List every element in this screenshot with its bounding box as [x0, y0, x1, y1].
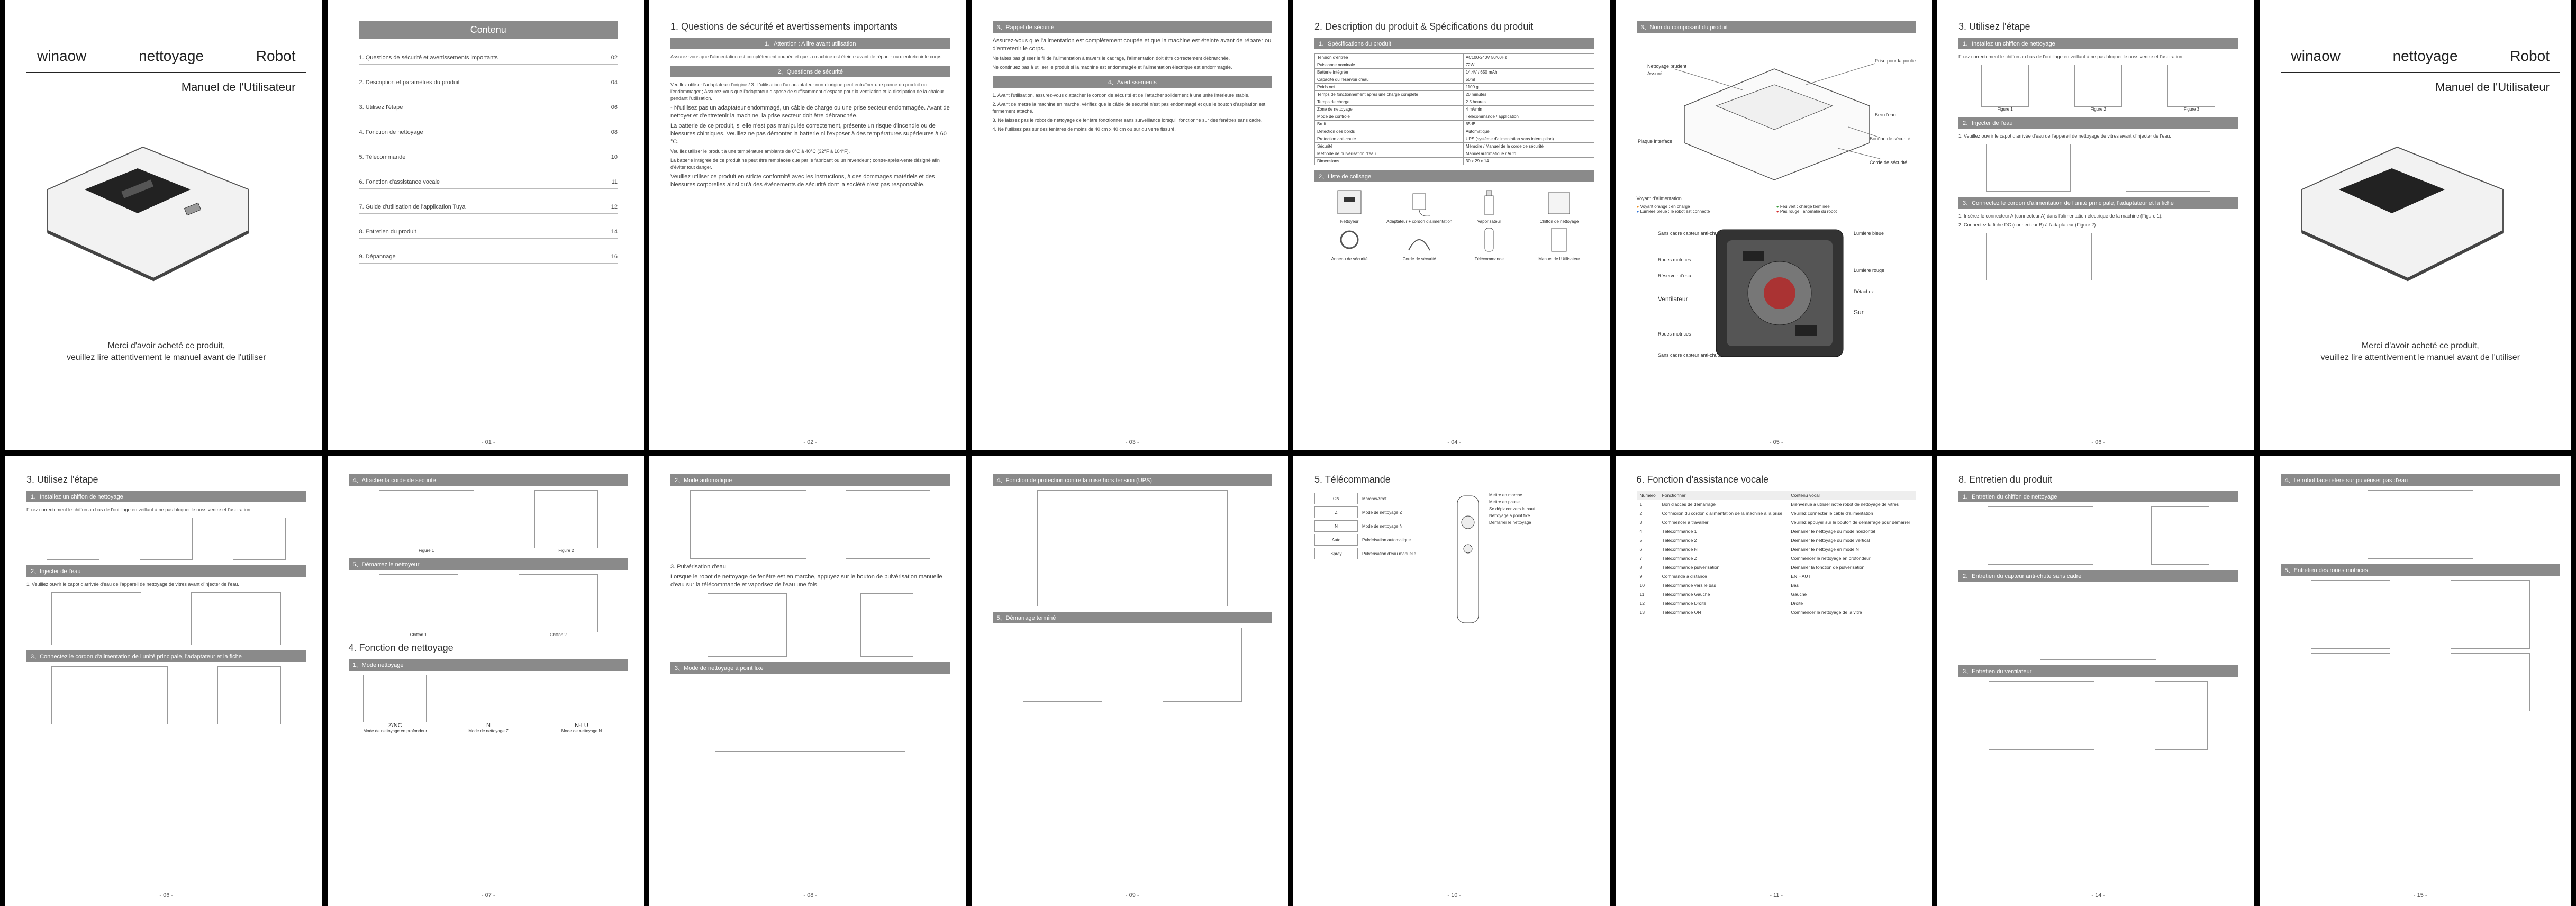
toc-item[interactable]: 4. Fonction de nettoyage 08 [359, 126, 618, 139]
figure [1986, 144, 2071, 192]
cover-brand [26, 48, 306, 65]
table-row: 4 Télécommande 1 Démarrer le nettoyage du mode horizontal [1637, 527, 1916, 536]
section-heading: 4、Fonction de protection contre la mise hors tension (UPS) [993, 474, 1273, 486]
figure-row [1958, 681, 2238, 750]
figure: Chiffon 2 [519, 574, 598, 637]
robot-illustration [2281, 126, 2514, 285]
figure [715, 678, 905, 752]
page-divider [0, 0, 5, 906]
legend-title: Voyant d'alimentation [1636, 196, 1682, 201]
figure [1988, 506, 2093, 565]
remote-key-row: ON Marche/Arrêt [1314, 493, 1447, 504]
legend-item: ● Pas rouge : anomalie du robot [1776, 209, 1837, 214]
robot-bottom-diagram [1637, 214, 1916, 373]
figure [217, 666, 281, 724]
section-heading: 4、Avertissements [993, 76, 1273, 88]
svg-text:Plaque interface: Plaque interface [1637, 139, 1672, 144]
page-divider [2571, 0, 2576, 906]
paragraph: 3. Ne laissez pas le robot de nettoyage de fenêtre fonctionner sans surveillance lorsqu'il fonctionne sur des fenêtres sans cadre. [992, 117, 1263, 123]
section-heading: 3、Connectez le cordon d'alimentation de l'unité principale, l'adaptateur et la fiche [1958, 197, 2238, 209]
paragraph: 1. Insérez le connecteur A (connecteur A) dans l'alimentation électrique de la machine (Figure 1). [1958, 213, 2163, 219]
section-heading: 1、Installez un chiffon de nettoyage [1958, 38, 2238, 49]
page-divider [966, 0, 972, 906]
table-row: 13 Télécommande ON Commencer le nettoyage de la vitre [1637, 608, 1916, 617]
svg-text:Roues motrices: Roues motrices [1657, 257, 1691, 262]
table-row: Dimensions 30 x 29 x 14 [1315, 158, 1594, 165]
legend-item: ● Feu vert : charge terminée [1776, 204, 1830, 209]
table-row: 11 Télécommande Gauche Gauche [1637, 590, 1916, 599]
section-heading: 2、Injecter de l'eau [1958, 117, 2238, 129]
toc-heading: Contenu [359, 21, 618, 39]
ups-page [972, 453, 1294, 906]
remote-icon [1447, 491, 1489, 628]
toc-item[interactable]: 1. Questions de sécurité et avertissements importants 02 [359, 51, 618, 65]
maintenance-page-2 [2260, 453, 2576, 906]
svg-text:Bec d'eau: Bec d'eau [1874, 112, 1896, 117]
table-row: Batterie intégrée 14.4V / 650 mAh [1315, 69, 1594, 76]
remote-right [1489, 491, 1579, 628]
section-heading: 2、Liste de colisage [1314, 170, 1594, 182]
table-row: Zone de nettoyage 4 m²/min [1315, 106, 1594, 113]
remote-key-row: Mettre en pause [1489, 500, 1520, 504]
figure-row [1958, 233, 2238, 280]
figure: Figure 1 [1981, 65, 2029, 112]
mode-figure: N Mode de nettoyage Z [457, 675, 520, 733]
remote-layout [1314, 491, 1594, 628]
maintenance-page [1937, 453, 2260, 906]
remote-left [1314, 491, 1447, 628]
page-divider [1288, 0, 1293, 906]
svg-text:Assuré: Assuré [1647, 71, 1662, 76]
table-row: Sécurité Mémoire / Manuel de la corde de sécurité [1315, 143, 1594, 150]
section-heading: 1、Mode nettoyage [349, 659, 629, 671]
figure [2451, 653, 2530, 711]
table-row: 6 Télécommande N Démarrer le nettoyage en mode N [1637, 545, 1916, 554]
steps-page-2 [5, 453, 328, 906]
figure [1037, 490, 1228, 606]
figure-row [993, 628, 1273, 702]
table-row: 2 Connexion du cordon d'alimentation de la machine à la prise Veuillez connecter le câble d'alimentation [1637, 509, 1916, 518]
package-item: Corde de sécurité [1384, 224, 1454, 261]
svg-text:Ventilateur: Ventilateur [1657, 295, 1688, 303]
remote-key-row: Se déplacer vers le haut [1489, 506, 1535, 511]
figure: Figure 3 [2167, 65, 2215, 112]
page-number: - 02 - [803, 439, 818, 446]
toc-item[interactable]: 8. Entretien du produit 14 [359, 225, 618, 239]
section-heading: 1、Spécifications du produit [1314, 38, 1594, 49]
page-title: 4. Fonction de nettoyage [348, 642, 453, 653]
figure-row [2281, 653, 2561, 711]
section-heading: 5、Démarrage terminé [993, 612, 1273, 623]
figure [2451, 580, 2530, 649]
table-row: 3 Commencer à travailler Veuillez appuyer sur le bouton de démarrage pour démarrer [1637, 518, 1916, 527]
toc-item[interactable]: 6. Fonction d'assistance vocale 11 [359, 176, 618, 189]
svg-text:Sans cadre capteur anti-chute: Sans cadre capteur anti-chute [1657, 352, 1721, 358]
figure-row [993, 490, 1273, 606]
robot-top-diagram [1637, 37, 1916, 191]
page-number: - 04 - [1447, 439, 1462, 446]
figure: Chiffon 1 [379, 574, 458, 637]
page-divider [644, 0, 649, 906]
page-title: 2. Description du produit & Spécifications du produit [1314, 21, 1534, 32]
table-row: 1 Bon d'accès de démarrage Bienvenue à utiliser notre robot de nettoyage de vitres [1637, 500, 1916, 509]
page-number: - 07 - [481, 892, 495, 899]
figure-row [349, 574, 629, 637]
svg-text:Corde de sécurité: Corde de sécurité [1869, 160, 1907, 165]
page-title: 8. Entretien du produit [1958, 474, 2053, 485]
table-row: Tension d'entrée AC100-240V 50/60Hz [1315, 54, 1594, 61]
figure [2040, 586, 2156, 660]
remote-key-row: N Mode de nettoyage N [1314, 520, 1447, 532]
svg-text:Nettoyage prudent: Nettoyage prudent [1647, 64, 1686, 69]
paragraph: Ne continuez pas à utiliser le produit si la machine est endommagée et l'alimentation électrique est endommagée. [992, 65, 1232, 70]
rope-icon [1403, 224, 1435, 256]
table-row: Méthode de pulvérisation d'eau Manuel automatique / Auto [1315, 150, 1594, 158]
steps-page [1937, 0, 2260, 453]
page-divider [1610, 0, 1616, 906]
figure: Figure 1 [379, 490, 474, 553]
table-row: Protection anti-chute UPS (système d'alimentation sans interruption) [1315, 135, 1594, 143]
paragraph: Fixez correctement le chiffon au bas de l'outillage en veillant à ne pas bloquer le nuss ventre et l'aspiration. [26, 507, 252, 512]
page-number: - 10 - [1447, 892, 1462, 899]
ring-icon [1334, 224, 1365, 256]
svg-text:Réservoir d'eau: Réservoir d'eau [1657, 273, 1691, 278]
cover-subtitle: Manuel de l'Utilisateur [181, 80, 296, 94]
back-cover-page [2260, 0, 2576, 453]
paragraph: 3. Pulvérisation d'eau [670, 564, 726, 570]
figure [51, 592, 141, 645]
spec-table [1314, 53, 1594, 165]
table-row: Mode de contrôle Télécommande / application [1315, 113, 1594, 121]
table-row: 7 Télécommande Z Commencer le nettoyage en profondeur [1637, 554, 1916, 563]
figure [233, 518, 286, 560]
remote-key-row: Démarrer le nettoyage [1489, 520, 1531, 525]
remote-key-row: Auto Pulvérisation automatique [1314, 534, 1447, 546]
section-heading: 3、Connectez le cordon d'alimentation de l'unité principale, l'adaptateur et la fiche [26, 650, 306, 662]
page-divider [2254, 0, 2260, 906]
figure [860, 593, 913, 657]
figure [2311, 580, 2390, 649]
table-row: Capacité du réservoir d'eau 50ml [1315, 76, 1594, 84]
svg-text:Lumière rouge: Lumière rouge [1853, 268, 1884, 273]
remote-key-row: Nettoyage à point fixe [1489, 513, 1530, 518]
figure-row [670, 678, 950, 752]
remote-page [1293, 453, 1616, 906]
paragraph: Veuillez utiliser l'adaptateur d'origine / 3. L'utilisation d'un adaptateur non d'origine peut entraîner une panne du produit ou l'endommager ; Assurez-vous que l'adaptateur dispose de suffisamment d'espace pour la ventilation et la dissipation de la chaleur pendant l'utilisation. [670, 82, 944, 101]
table-row: Poids net 1100 g [1315, 84, 1594, 91]
paragraph: 1. Avant l'utilisation, assurez-vous d'attacher le cordon de sécurité et de l'attacher solidement à une unité intérieure stable. [992, 93, 1250, 98]
adapter-icon [1403, 186, 1435, 218]
figure-row [26, 518, 306, 560]
robot-icon [1334, 186, 1365, 218]
figure [51, 666, 168, 724]
auto-mode-page [649, 453, 972, 906]
toc-item[interactable]: 9. Dépannage 16 [359, 250, 618, 264]
figure [1163, 628, 1242, 702]
page-divider [322, 0, 328, 906]
section-heading: 5、Entretien des roues motrices [2281, 564, 2561, 576]
svg-text:Lumière bleue: Lumière bleue [1853, 231, 1884, 236]
figure [690, 490, 806, 559]
toc-page [328, 0, 650, 453]
svg-text:Sans cadre capteur anti-chute: Sans cadre capteur anti-chute [1657, 231, 1721, 236]
table-row: 8 Télécommande pulvérisation Démarrer la fonction de pulvérisation [1637, 563, 1916, 572]
table-row: 9 Commande à distance EN HAUT [1637, 572, 1916, 581]
safety-reminder-page [972, 0, 1294, 453]
section-heading: 3、Rappel de sécurité [993, 21, 1273, 33]
figure-row [1958, 586, 2238, 660]
safety-rope-page [328, 453, 650, 906]
toc-item[interactable]: 3. Utilisez l'étape 06 [359, 101, 618, 114]
table-row: Bruit 65dB [1315, 121, 1594, 128]
page-number: - 14 - [2091, 892, 2106, 899]
section-heading: 1、Entretien du chiffon de nettoyage [1958, 491, 2238, 502]
paragraph: Veuillez utiliser ce produit en stricte conformité avec les instructions, à des dommages matériels et des blessures corporelles ainsi qu'à des événements de sécurité dont la société n'est pas responsable. [670, 174, 935, 188]
remote-icon [1473, 224, 1505, 256]
figure [1986, 233, 2092, 280]
table-row: Temps de fonctionnement après une charge complète 20 minutes [1315, 91, 1594, 98]
figure [708, 593, 787, 657]
voice-page [1616, 453, 1938, 906]
figure: Figure 2 [534, 490, 598, 553]
page-number: - 06 - [2091, 439, 2106, 446]
paragraph: 1. Veuillez ouvrir le capot d'arrivée d'eau de l'appareil de nettoyage de vitres avant d'injecter de l'eau. [26, 582, 239, 587]
figure [191, 592, 281, 645]
figure-row [2281, 580, 2561, 649]
package-list [1314, 186, 1594, 261]
page-title: 3. Utilisez l'étape [1958, 21, 2030, 32]
page-number: - 15 - [2413, 892, 2427, 899]
figure [2368, 490, 2473, 559]
svg-text:Prise pour la poulie: Prise pour la poulie [1874, 58, 1916, 64]
components-page [1616, 0, 1938, 453]
package-item: Anneau de sécurité [1314, 224, 1384, 261]
page-divider [1932, 0, 1937, 906]
mode-figure: Z/NC Mode de nettoyage en profondeur [363, 675, 427, 733]
specs-page [1293, 0, 1616, 453]
figure-row [349, 490, 629, 553]
figure [2147, 233, 2210, 280]
svg-text:Sur: Sur [1853, 309, 1864, 316]
cover-rule [26, 72, 306, 73]
page-number: - 11 - [1770, 892, 1783, 899]
paragraph: Ne faites pas glisser le fil de l'alimentation à travers le cadrage, l'alimentation doit être correctement débranchée. [992, 56, 1230, 61]
table-row: 5 Télécommande 2 Démarrer le nettoyage du mode vertical [1637, 536, 1916, 545]
package-item: Chiffon de nettoyage [1524, 186, 1594, 224]
figure [2311, 653, 2390, 711]
figure [2126, 144, 2210, 192]
cover-brand: winaow nettoyage Robot [2291, 48, 2550, 64]
figure [1023, 628, 1102, 702]
paragraph: La batterie de ce produit, si elle n'est pas manipulée correctement, présente un risque d'incendie ou de blessures chimiques. Veuillez ne pas démonter la batterie ni l'exposer à des températures supérieures à 60 °C. [670, 123, 947, 145]
table-row: 10 Télécommande vers le bas Bas [1637, 581, 1916, 590]
cover-thanks: Merci d'avoir acheté ce produit, veuillez lire attentivement le manuel avant de l'utiliser [2320, 341, 2520, 362]
table-row: Puissance nominale 72W [1315, 61, 1594, 69]
paragraph: - N'utilisez pas un adaptateur endommagé, un câble de charge ou une prise secteur endommagée. Avant de nettoyer et d'entretenir la machine, la prise secteur doit être débranchée. [670, 105, 950, 119]
page-number: - 01 - [481, 439, 495, 446]
svg-text:Détachez: Détachez [1853, 289, 1874, 294]
light-legend [1637, 204, 1917, 214]
figure: Figure 2 [2074, 65, 2122, 112]
toc-item[interactable]: 5. Télécommande 10 [359, 151, 618, 164]
figure-row [26, 666, 306, 724]
section-heading: 2、Injecter de l'eau [26, 565, 306, 577]
paragraph: Assurez-vous que l'alimentation est complètement coupée et que la machine est éteinte avant de réparer ou d'entretenir le corps. [670, 54, 943, 59]
package-item: Nettoyeur [1314, 186, 1384, 224]
table-row: Temps de charge 2.5 heures [1315, 98, 1594, 106]
svg-text:Roues motrices: Roues motrices [1657, 331, 1691, 337]
section-heading: 4、Le robot tace réfere sur pulvériser pas d'eau [2281, 474, 2561, 486]
page-number: - 08 - [803, 892, 818, 899]
figure-row [1958, 65, 2238, 112]
figure-row [1958, 506, 2238, 565]
package-item: Manuel de l'Utilisateur [1524, 224, 1594, 261]
paragraph: Lorsque le robot de nettoyage de fenêtre est en marche, appuyez sur le bouton de pulvérisation manuelle d'eau sur la télécommande et vaporisez de l'eau une fois. [670, 574, 942, 588]
page-title: 3. Utilisez l'étape [26, 474, 98, 485]
section-heading: 2、Mode automatique [670, 474, 950, 486]
table-header: Numéro Fonctionner Contenu vocal [1637, 491, 1916, 500]
thanks-line2: veuillez lire attentivement le manuel avant de l'utiliser [66, 353, 266, 362]
brand-mid: nettoyage [139, 48, 204, 64]
cover-rule [2281, 72, 2561, 73]
paragraph: Fixez correctement le chiffon au bas de l'outillage en veillant à ne pas bloquer le nuss ventre et l'aspiration. [1958, 54, 2184, 59]
mode-figure: N-LU Mode de nettoyage N [550, 675, 613, 733]
section-heading: 4、Attacher la corde de sécurité [349, 474, 629, 486]
section-heading: 1、Installez un chiffon de nettoyage [26, 491, 306, 502]
figure-row [670, 490, 950, 559]
figure [47, 518, 99, 560]
remote-key-row: Z Mode de nettoyage Z [1314, 506, 1447, 518]
manual-icon [1543, 224, 1575, 256]
figure [1989, 681, 2094, 750]
cover-subtitle: Manuel de l'Utilisateur [2435, 80, 2550, 94]
figure [846, 490, 930, 559]
package-item: Vaporisateur [1454, 186, 1524, 224]
spray-bottle-icon [1473, 186, 1505, 218]
table-row: 12 Télécommande Droite Droite [1637, 599, 1916, 608]
page-title: 5. Télécommande [1314, 474, 1391, 485]
paragraph: Veuillez utiliser le produit à une température ambiante de 0°C à 40°C (32°F à 104°F). [670, 149, 850, 154]
section-heading: 2、Questions de sécurité [670, 66, 950, 77]
cloth-icon [1543, 186, 1575, 218]
table-row: Détection des bords Automatique [1315, 128, 1594, 135]
page-title: 6. Fonction d'assistance vocale [1636, 474, 1769, 485]
safety-page [649, 0, 972, 453]
figure [2151, 506, 2209, 565]
thanks-line1: Merci d'avoir acheté ce produit, [107, 341, 225, 350]
voice-table [1637, 491, 1917, 617]
toc-item[interactable]: 2. Description et paramètres du produit 04 [359, 76, 618, 89]
section-heading: 3、Mode de nettoyage à point fixe [670, 662, 950, 674]
figure [2155, 681, 2208, 750]
paragraph: 1. Veuillez ouvrir le capot d'arrivée d'eau de l'appareil de nettoyage de vitres avant d'injecter de l'eau. [1958, 133, 2171, 139]
mode-row [349, 675, 629, 733]
section-heading: 5、Démarrez le nettoyeur [349, 558, 629, 570]
cover-page [5, 0, 328, 453]
package-item: Adaptateur + cordon d'alimentation [1384, 186, 1454, 224]
paragraph: 4. Ne l'utilisez pas sur des fenêtres de moins de 40 cm x 40 cm ou sur du verre fissuré. [992, 126, 1176, 132]
package-item: Télécommande [1454, 224, 1524, 261]
legend-item: ● Lumière bleue : le robot est connecté [1636, 209, 1710, 214]
toc-item[interactable]: 7. Guide d'utilisation de l'application Tuya 12 [359, 201, 618, 214]
cover-thanks [26, 340, 306, 364]
page-number: - 06 - [159, 892, 174, 899]
section-heading: 1、Attention : A lire avant utilisation [670, 38, 950, 49]
figure-row [670, 593, 950, 657]
brand-left: winaow [37, 48, 87, 64]
page-number: - 09 - [1125, 892, 1139, 899]
paragraph: 2. Connectez la fiche DC (connecteur B) à l'adaptateur (Figure 2). [1958, 222, 2097, 228]
paragraph: La batterie intégrée de ce produit ne peut être remplacée que par le fabricant ou un revendeur ; contre-après-vente désigné afin d'éviter tout danger. [670, 158, 940, 170]
paragraph: Assurez-vous que l'alimentation est complètement coupée et que la machine est éteinte avant de réparer ou d'entretenir le corps. [992, 38, 1272, 52]
legend-item: ● Voyant orange : en charge [1636, 204, 1690, 209]
brand-right: Robot [256, 48, 296, 64]
figure-row [1958, 144, 2238, 192]
section-heading: 3、Entretien du ventilateur [1958, 665, 2238, 677]
section-heading: 2、Entretien du capteur anti-chute sans cadre [1958, 570, 2238, 582]
figure-row [2281, 490, 2561, 559]
page-number: - 03 - [1125, 439, 1139, 446]
remote-key-row: Mettre en marche [1489, 493, 1522, 497]
page-title: 1. Questions de sécurité et avertissements importants [670, 21, 898, 32]
remote-key-row: Spray Pulvérisation d'eau manuelle [1314, 548, 1447, 559]
svg-text:Bouche de sécurité: Bouche de sécurité [1869, 136, 1910, 141]
figure [140, 518, 193, 560]
paragraph: 2. Avant de mettre la machine en marche, vérifiez que le câble de sécurité n'est pas endommagé et que le bouton d'aspiration est fermement attaché. [992, 102, 1266, 114]
page-number: - 05 - [1769, 439, 1783, 446]
figure-row [26, 592, 306, 645]
section-heading: 3、Nom du composant du produit [1637, 21, 1917, 33]
robot-illustration [26, 126, 259, 285]
toc-list [349, 51, 629, 264]
